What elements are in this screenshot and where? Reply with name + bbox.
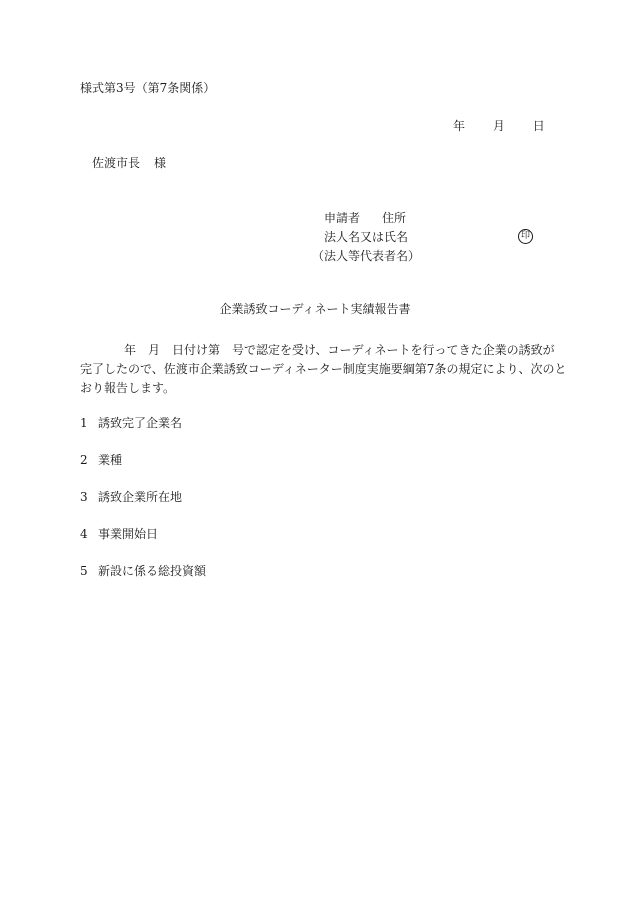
date-day-label: 日	[532, 119, 545, 133]
addressee-honorific: 様	[154, 156, 167, 170]
item-number: 5	[80, 564, 88, 578]
date-year-label: 年	[453, 119, 466, 133]
list-item	[80, 454, 122, 466]
applicant-name-label: 法人名又は氏名	[324, 230, 409, 244]
item-number: 2	[80, 453, 88, 467]
applicant-address-label: 住所	[382, 211, 407, 225]
date-line	[453, 120, 545, 132]
list-item	[80, 491, 182, 503]
item-label: 新設に係る総投資額	[98, 564, 207, 578]
document-title: 企業誘致コーディネート実績報告書	[219, 302, 411, 316]
item-label: 誘致完了企業名	[98, 416, 183, 430]
item-number: 1	[80, 416, 88, 430]
applicant-representative-row	[312, 250, 420, 262]
body-paragraph	[80, 341, 567, 398]
addressee	[92, 157, 166, 169]
item-number: 4	[80, 527, 88, 541]
form-number: 様式第3号（第7条関係）	[80, 81, 216, 95]
item-label: 誘致企業所在地	[98, 490, 183, 504]
applicant-address-row	[324, 212, 406, 224]
item-number: 3	[80, 490, 88, 504]
list-item	[80, 417, 182, 429]
list-item	[80, 528, 158, 540]
item-label: 事業開始日	[98, 527, 159, 541]
date-month-label: 月	[492, 119, 505, 133]
applicant-name-row	[324, 231, 408, 243]
applicant-block	[312, 212, 552, 272]
applicant-representative-label: （法人等代表者名）	[312, 249, 421, 263]
item-label: 業種	[98, 453, 123, 467]
list-item	[80, 565, 206, 577]
applicant-label: 申請者	[324, 211, 361, 225]
addressee-name: 佐渡市長	[92, 156, 141, 170]
seal-mark: 印	[518, 229, 533, 244]
body-line-1: 年 月 日付け第 号で認定を受け、コーディネートを行ってきた企業の誘致が	[124, 343, 555, 357]
body-line-3: おり報告します。	[80, 381, 176, 395]
body-line-2: 完了したので、佐渡市企業誘致コーディネーター制度実施要綱第7条の規定により、次のと	[80, 362, 567, 376]
